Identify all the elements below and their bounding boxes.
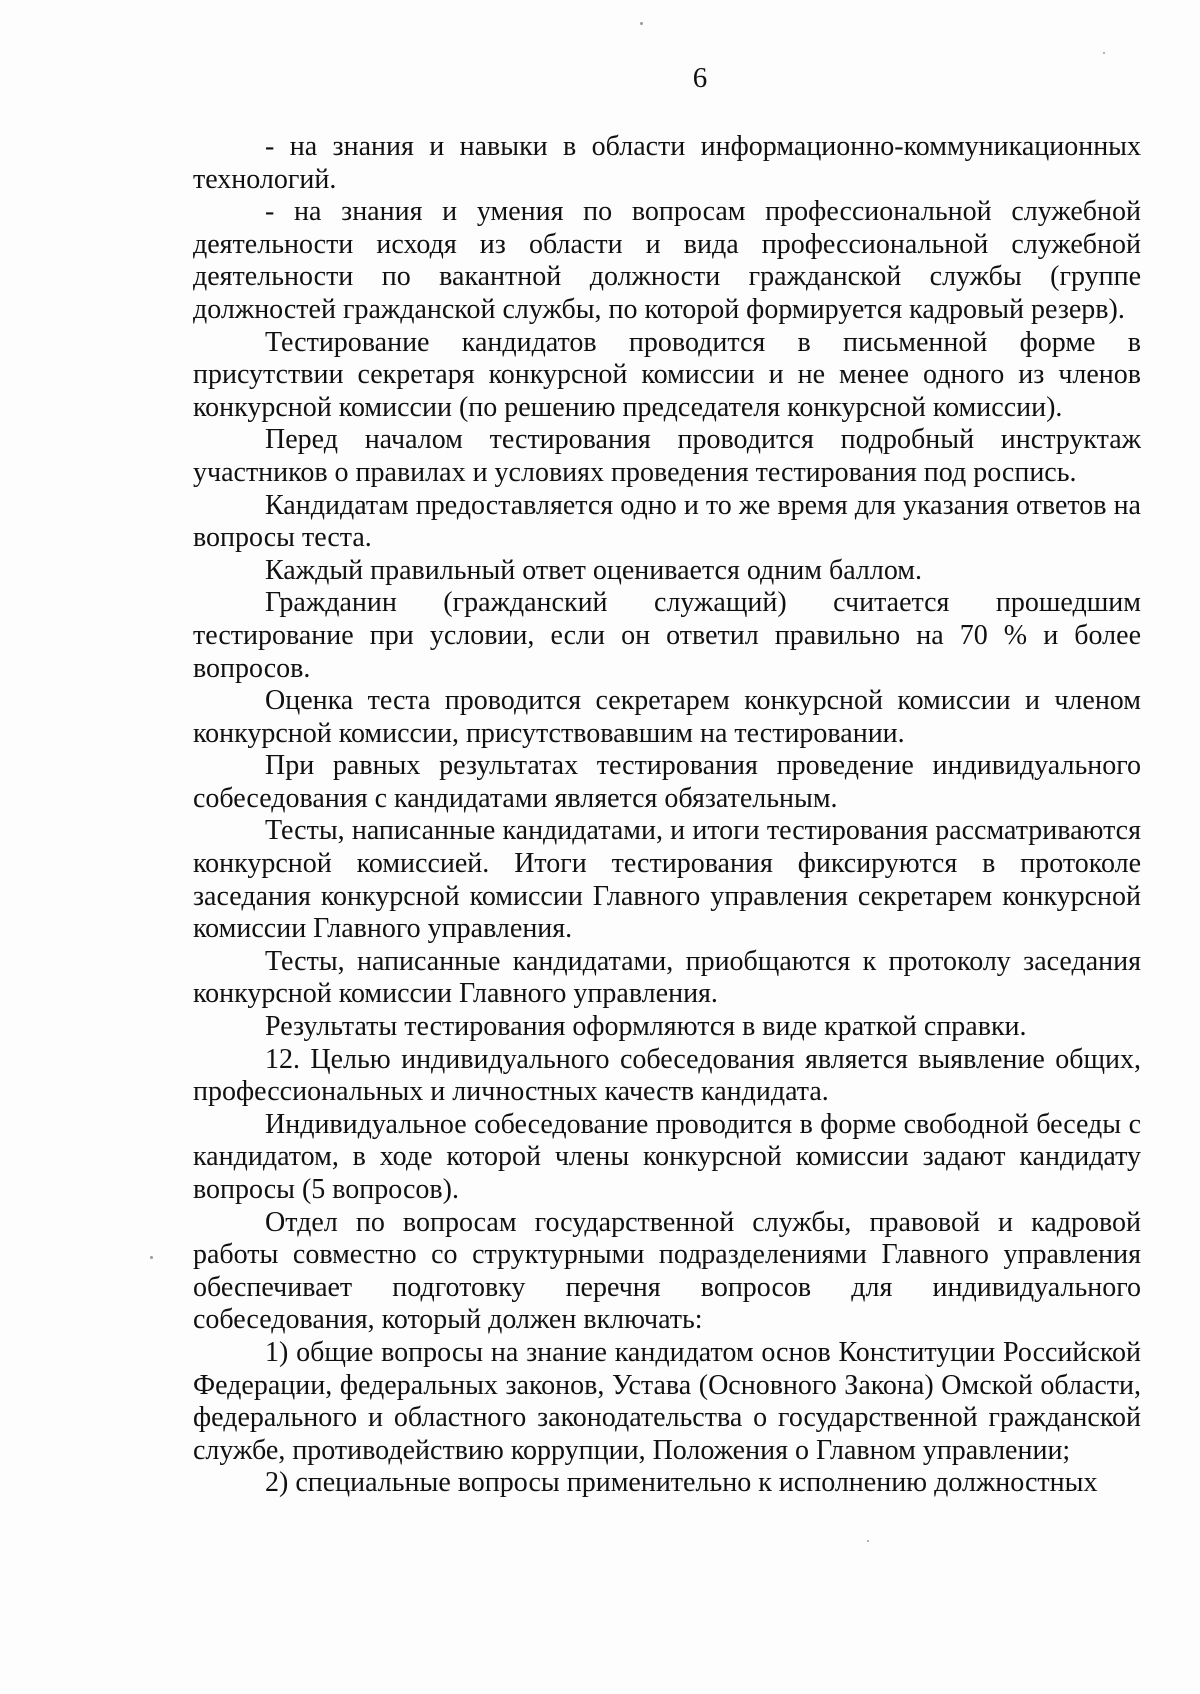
paragraph: 12. Целью индивидуального собеседования является выявление общих, профессиональных и личностных качеств кандидата. <box>193 1043 1141 1108</box>
paragraph: Отдел по вопросам государственной службы, правовой и кадровой работы совместно со структурными подразделениями Главного управления обеспечивает подготовку перечня вопросов для индивидуального собеседования, который должен включать: <box>193 1206 1141 1336</box>
paragraph: Тесты, написанные кандидатами, приобщаются к протоколу заседания конкурсной комиссии Главного управления. <box>193 945 1141 1010</box>
scan-speck <box>640 22 643 25</box>
paragraph: Каждый правильный ответ оценивается одним баллом. <box>265 554 923 586</box>
paragraph: Результаты тестирования оформляются в виде краткой справки. <box>265 1011 1027 1043</box>
paragraph: - на знания и навыки в области информационно-коммуникационных технологий. <box>193 131 1141 195</box>
paragraph: Индивидуальное собеседование проводится в форме свободной беседы с кандидатом, в ходе которой члены конкурсной комиссии задают кандидату вопросы (5 вопросов). <box>193 1108 1141 1205</box>
paragraph: Перед началом тестирования проводится подробный инструктаж участников о правилах и условиях проведения тестирования под роспись. <box>193 424 1141 488</box>
paragraph: Тесты, написанные кандидатами, и итоги тестирования рассматриваются конкурсной комиссией. Итоги тестирования фиксируются в протоколе заседания конкурсной комиссии Главного управления секретарем конкурсной комиссии Главного управления. <box>193 815 1141 945</box>
paragraph: Гражданин (гражданский служащий) считается прошедшим тестирование при условии, если он ответил правильно на 70 % и более вопросов. <box>193 587 1141 684</box>
paragraph: 2) специальные вопросы применительно к исполнению должностных <box>265 1467 1098 1499</box>
document-body <box>193 131 1141 1500</box>
paragraph: 1) общие вопросы на знание кандидатом основ Конституции Российской Федерации, федеральных законов, Устава (Основного Закона) Омской области, федерального и областного законодательства о государственной гражданской службе, противодействию коррупции, Положения о Главном управлении; <box>193 1336 1141 1466</box>
page-number: 6 <box>692 62 708 94</box>
scan-speck <box>867 1540 869 1542</box>
paragraph: Кандидатам предоставляется одно и то же время для указания ответов на вопросы теста. <box>193 489 1141 554</box>
paragraph: При равных результатах тестирования проведение индивидуального собеседования с кандидатами является обязательным. <box>193 750 1141 814</box>
scan-speck <box>150 1256 153 1259</box>
paragraph: Оценка теста проводится секретарем конкурсной комиссии и членом конкурсной комиссии, присутствовавшим на тестировании. <box>193 685 1141 749</box>
paragraph: - на знания и умения по вопросам профессиональной служебной деятельности исходя из области и вида профессиональной служебной деятельности по вакантной должности гражданской службы (группе должностей гражданской службы, по которой формируется кадровый резерв). <box>193 196 1141 325</box>
scan-speck <box>1103 52 1105 54</box>
paragraph: Тестирование кандидатов проводится в письменной форме в присутствии секретаря конкурсной комиссии и не менее одного из членов конкурсной комиссии (по решению председателя конкурсной комиссии). <box>193 326 1141 423</box>
